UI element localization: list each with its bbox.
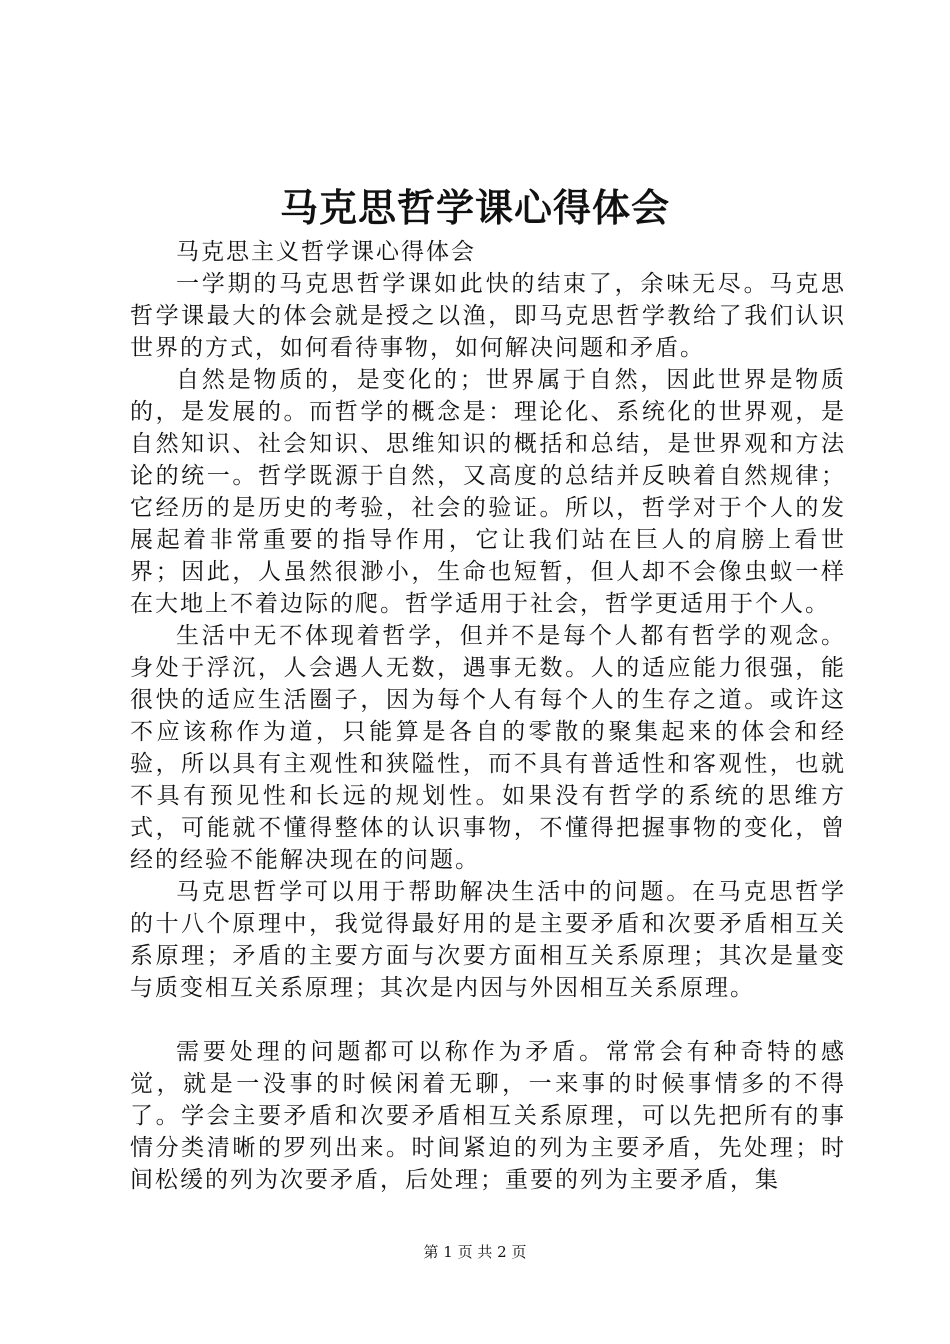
document-title: 马克思哲学课心得体会 <box>279 185 670 230</box>
paragraph: 一学期的马克思哲学课如此快的结束了，余味无尽。马克思哲学课最大的体会就是授之以渔，即马克思哲学教给了我们认识世界的方式，如何看待事物，如何解决问题和矛盾。 <box>130 271 846 361</box>
paragraph-subtitle: 马克思主义哲学课心得体会 <box>176 239 476 265</box>
page-footer: 第 1 页 共 2 页 <box>423 1243 527 1261</box>
paragraph: 自然是物质的，是变化的；世界属于自然，因此世界是物质的，是发展的。而哲学的概念是：理论化、系统化的世界观，是自然知识、社会知识、思维知识的概括和总结，是世界观和方法论的统一。哲学既源于自然，又高度的总结并反映着自然规律；它经历的是历史的考验，社会的验证。所以，哲学对于个人的发展起着非常重要的指导作用，它让我们站在巨人的肩膀上看世界；因此，人虽然很渺小，生命也短暂，但人却不会像虫蚁一样在大地上不着边际的爬。哲学适用于社会，哲学更适用于个人。 <box>130 367 846 617</box>
document-body <box>130 236 846 1196</box>
paragraph: 需要处理的问题都可以称作为矛盾。常常会有种奇特的感觉，就是一没事的时候闲着无聊，一来事的时候事情多的不得了。学会主要矛盾和次要矛盾相互关系原理，可以先把所有的事情分类清晰的罗列出来。时间紧迫的列为主要矛盾，先处理；时间松缓的列为次要矛盾，后处理；重要的列为主要矛盾，集 <box>130 1039 846 1193</box>
paragraph: 生活中无不体现着哲学，但并不是每个人都有哲学的观念。身处于浮沉，人会遇人无数，遇事无数。人的适应能力很强，能很快的适应生活圈子，因为每个人有每个人的生存之道。或许这不应该称作为道，只能算是各自的零散的聚集起来的体会和经验，所以具有主观性和狭隘性，而不具有普适性和客观性，也就不具有预见性和长远的规划性。如果没有哲学的系统的思维方式，可能就不懂得整体的认识事物，不懂得把握事物的变化，曾经的经验不能解决现在的问题。 <box>130 623 846 873</box>
paragraph: 马克思哲学可以用于帮助解决生活中的问题。在马克思哲学的十八个原理中，我觉得最好用的是主要矛盾和次要矛盾相互关系原理；矛盾的主要方面与次要方面相互关系原理；其次是量变与质变相互关系原理；其次是内因与外因相互关系原理。 <box>130 879 846 1001</box>
